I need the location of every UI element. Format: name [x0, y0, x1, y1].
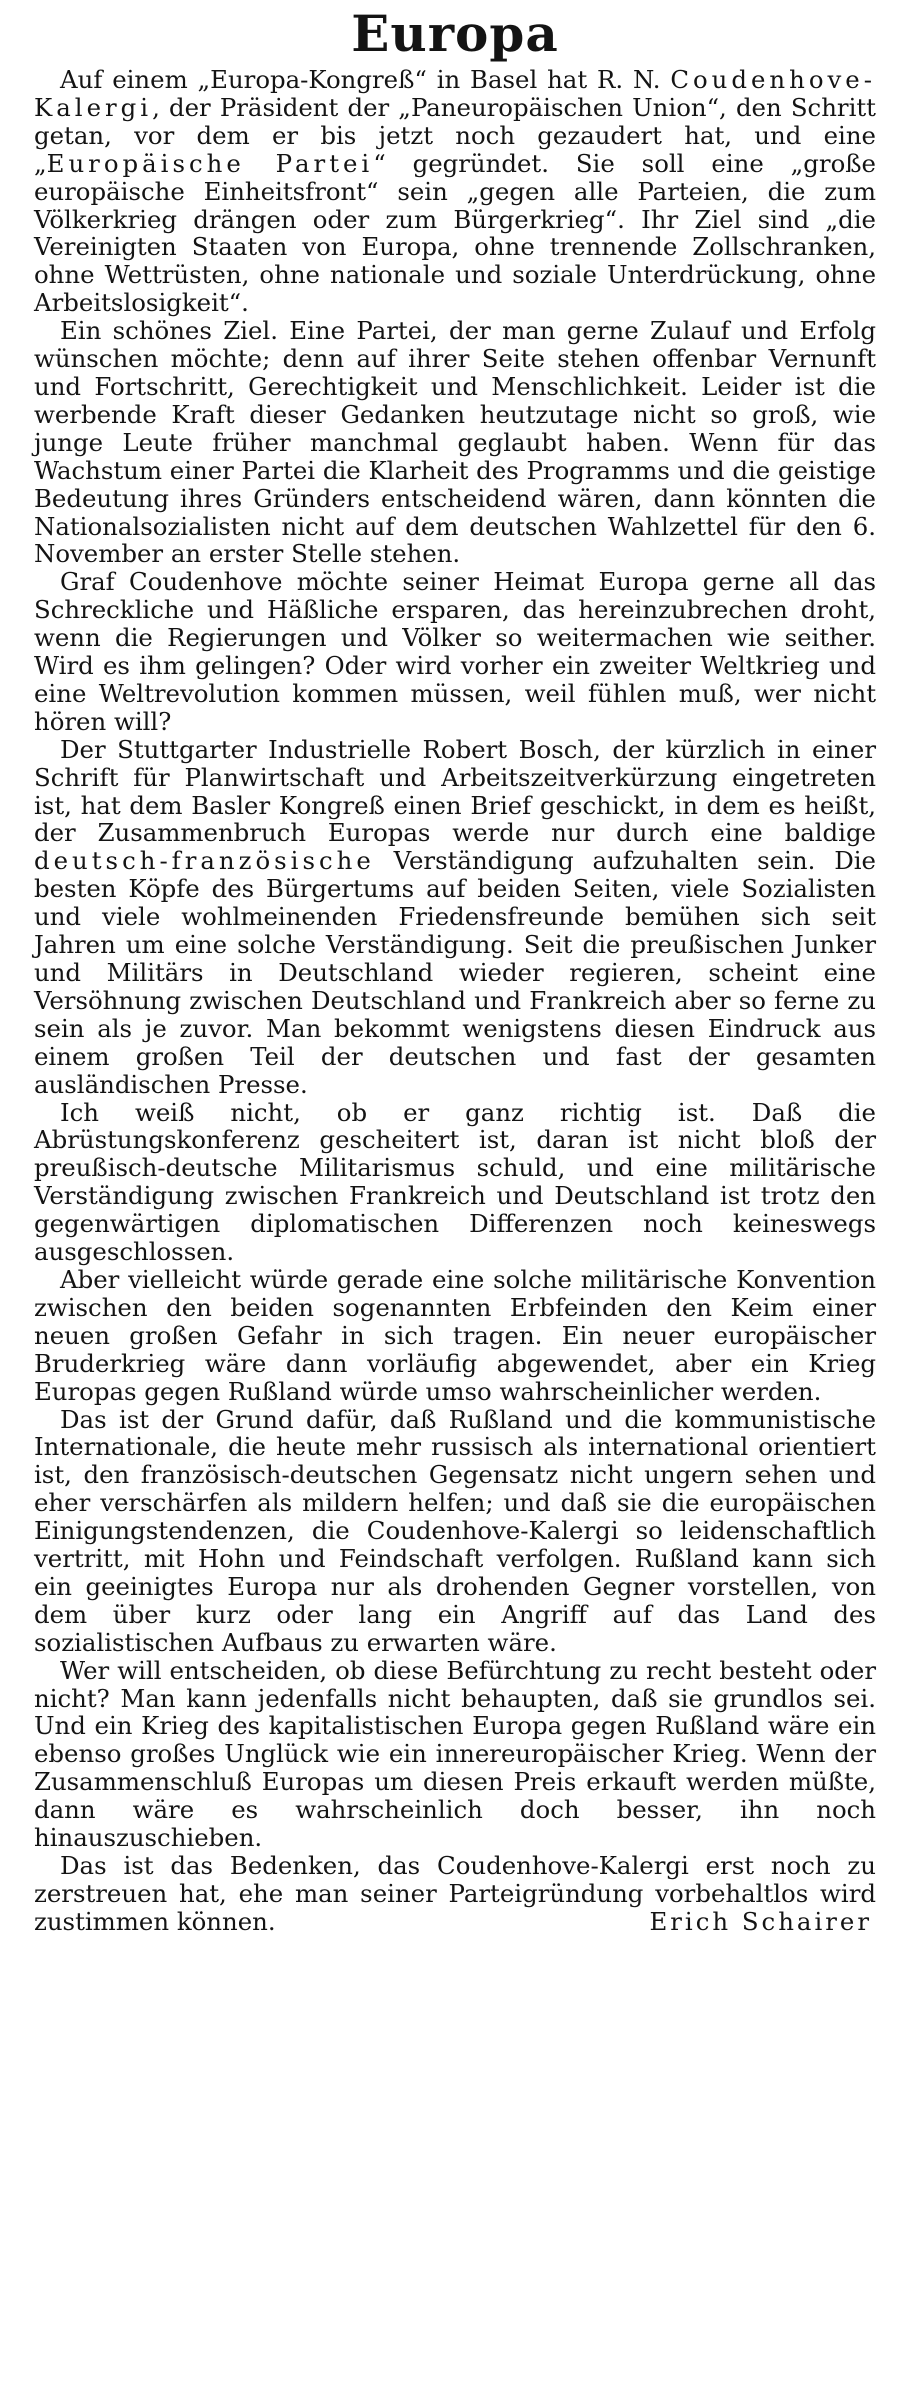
emphasis-deutsch-franzoesisch: deutsch-französische	[34, 846, 375, 876]
paragraph-9	[34, 1852, 876, 1936]
paragraph-5: Ich weiß nicht, ob er ganz richtig ist. Daß die Abrüstungskonferenz gescheitert ist, daran ist nicht bloß der preußisch-deutsche Militarismus schuld, und eine militärische Verständigung zwischen Frankreich und Deutschland ist trotz den gegenwärtigen diplomatischen Differenzen noch keineswegs ausgeschlossen.	[34, 1097, 876, 1267]
paragraph-7: Das ist der Grund dafür, daß Rußland und die kommunistische Internationale, die heute mehr russisch als international orientiert ist, den französisch-deutschen Gegensatz nicht ungern sehen und eher verschärfen als mildern helfen; und daß sie die europäischen Einigungstendenzen, die Coudenhove-Kalergi so leidenschaftlich vertritt, mit Hohn und Feindschaft verfolgen. Rußland kann sich ein geeinigtes Europa nur als drohenden Gegner vorstellen, von dem über kurz oder lang ein Angriff auf das Land des sozialistischen Aufbaus zu erwarten wäre.	[34, 1404, 876, 1657]
paragraph-8: Wer will entscheiden, ob diese Befürchtung zu recht besteht oder nicht? Man kann jedenfalls nicht behaupten, daß sie grundlos sei. Und ein Krieg des kapitalistischen Europa gegen Rußland wäre ein ebenso großes Unglück wie ein innereuropäischer Krieg. Wenn der Zusammenschluß Europas um diesen Preis erkauft werden müßte, dann wäre es wahrscheinlich doch besser, ihn noch hinauszuschieben.	[34, 1655, 876, 1853]
name-coudenhove-kalergi: Coudenhove-Kalergi	[34, 65, 876, 122]
paragraph-9-text: Das ist das Bedenken, das Coudenhove-Kalergi erst noch zu zerstreuen hat, ehe man seiner Parteigründung vorbehaltlos wird zustimmen können.	[34, 1851, 876, 1936]
paragraph-1	[34, 66, 876, 317]
author-signature: Erich Schairer	[649, 1906, 872, 1936]
party-name: Europäische Partei	[46, 148, 374, 178]
paragraph-2: Ein schönes Ziel. Eine Partei, der man gerne Zulauf und Erfolg wünschen möchte; denn auf ihrer Seite stehen offenbar Vernunft und Fortschritt, Gerechtigkeit und Menschlichkeit. Leider ist die werbende Kraft dieser Gedanken heutzutage nicht so groß, wie junge Leute früher manchmal geglaubt haben. Wenn für das Wachstum einer Partei die Klarheit des Programms und die geistige Bedeutung ihres Gründers entscheidend wären, dann könnten die Nationalsozialisten nicht auf dem deutschen Wahlzettel für den 6. November an erster Stelle stehen.	[34, 316, 876, 569]
paragraph-1-part-b: , der Präsident der „Paneuropäischen Union“, den Schritt getan, vor dem er bis jetzt noch gezaudert hat, und eine „	[34, 92, 876, 178]
paragraph-3: Graf Coudenhove möchte seiner Heimat Europa gerne all das Schreckliche und Häßliche ersparen, das hereinzubrechen droht, wenn die Regierungen und Völker so weitermachen wie seither. Wird es ihm gelingen? Oder wird vorher ein zweiter Weltkrieg und eine Weltrevolution kommen müssen, weil fühlen muß, wer nicht hören will?	[34, 567, 876, 736]
paragraph-1-part-a: Auf einem „Europa-Kongreß“ in Basel hat R. N.	[60, 65, 671, 94]
paragraph-6: Aber vielleicht würde gerade eine solche militärische Konvention zwischen den beiden sogenannten Erbfeinden den Keim einer neuen großen Gefahr in sich tragen. Ein neuer europäischer Bruderkrieg wäre dann vorläufig abgewendet, aber ein Krieg Europas gegen Rußland würde umso wahrscheinlicher werden.	[34, 1264, 876, 1406]
paragraph-4-part-b: Verständigung aufzuhalten sein. Die besten Köpfe des Bürgertums auf beiden Seiten, viele Sozialisten und viele wohlmeinenden Friedensfreunde bemühen sich seit Jahren um eine solche Verständigung. Seit die preußischen Junker und Militärs in Deutschland wieder regieren, scheint eine Versöhnung zwischen Deutschland und Frankreich aber so ferne zu sein als je zuvor. Man bekommt wenigstens diesen Eindruck aus einem großen Teil der deutschen und fast der gesamten ausländischen Presse.	[34, 846, 876, 1099]
paragraph-4-part-a: Der Stuttgarter Industrielle Robert Bosch, der kürzlich in einer Schrift für Planwirtschaft und Arbeitszeitverkürzung eingetreten ist, hat dem Basler Kongreß einen Brief geschickt, in dem es heißt, der Zusammenbruch Europas werde nur durch eine baldige	[34, 734, 876, 848]
article-body	[34, 66, 876, 1936]
paragraph-1-part-c: “ gegründet. Sie soll eine „große europäische Einheitsfront“ sein „gegen alle Parteien, die zum Völkerkrieg drängen oder zum Bürgerkrieg“. Ihr Ziel sind „die Vereinigten Staaten von Europa, ohne trennende Zollschranken, ohne Wettrüsten, ohne nationale und soziale Unterdrückung, ohne Arbeitslosigkeit“.	[34, 148, 876, 318]
article-title: Europa	[351, 4, 559, 63]
paragraph-4	[34, 736, 876, 1099]
